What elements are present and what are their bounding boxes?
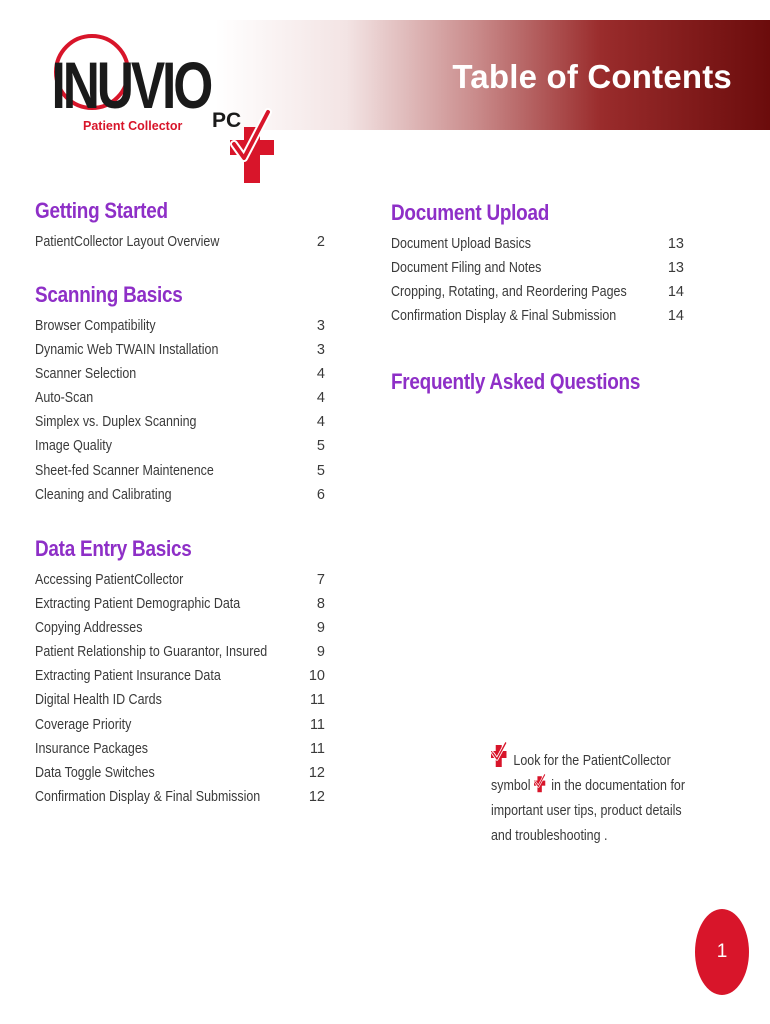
toc-entry-page: 13 <box>667 236 684 252</box>
toc-entry[interactable] <box>35 483 325 507</box>
tip-note-text: Look for the PatientCollector <box>513 753 671 769</box>
toc-entry[interactable] <box>35 459 325 483</box>
toc-entry-label: Simplex vs. Duplex Scanning <box>35 414 197 431</box>
toc-entry-page: 7 <box>316 572 325 588</box>
section-scanning-basics <box>35 282 325 507</box>
red-cross-checkmark-icon <box>534 774 548 793</box>
toc-entry[interactable] <box>35 592 325 616</box>
toc-entry[interactable] <box>35 314 325 338</box>
toc-entry[interactable] <box>35 761 325 785</box>
toc-entry-page: 4 <box>316 366 325 383</box>
toc-entry[interactable] <box>35 230 325 254</box>
toc-entry[interactable] <box>35 568 325 592</box>
section-faq <box>391 369 684 401</box>
toc-entry[interactable] <box>35 338 325 362</box>
toc-entry[interactable] <box>35 434 325 458</box>
toc-entry-label: Cleaning and Calibrating <box>35 486 172 503</box>
toc-entry-page: 12 <box>308 764 325 781</box>
toc-entry-page: 14 <box>667 284 684 301</box>
logo-graphic <box>50 20 280 185</box>
toc-entry-page: 11 <box>309 692 325 709</box>
toc-entry-page: 5 <box>316 438 325 455</box>
toc-entry-label: Copying Addresses <box>35 620 143 637</box>
toc-entry[interactable] <box>35 737 325 761</box>
page-number-badge <box>695 909 749 995</box>
toc-entry-page: 13 <box>667 260 684 277</box>
toc-entry[interactable] <box>35 616 325 640</box>
logo-tagline: Patient Collector <box>83 119 183 133</box>
tip-note-text: in the documentation for <box>551 778 685 794</box>
section-heading[interactable]: Frequently Asked Questions <box>391 369 641 394</box>
toc-entry-label: Browser Compatibility <box>35 318 156 334</box>
inuvio-logo <box>50 20 280 185</box>
section-data-entry-basics <box>35 536 325 809</box>
page-number: 1 <box>716 941 728 962</box>
toc-entry-label: Extracting Patient Demographic Data <box>35 596 241 613</box>
toc-entry[interactable] <box>35 362 325 386</box>
toc-entry-page: 2 <box>316 234 325 250</box>
tip-note-text: symbol <box>491 778 531 794</box>
toc-entry-page: 3 <box>316 318 325 334</box>
toc-entry-page: 8 <box>316 596 325 613</box>
toc-entry-label: Patient Relationship to Guarantor, Insured <box>35 644 268 661</box>
toc-entry-page: 11 <box>309 740 325 757</box>
tip-note-line-2 <box>491 774 685 799</box>
toc-entry-label: Accessing PatientCollector <box>35 572 184 588</box>
toc-entry-label: Digital Health ID Cards <box>35 692 162 709</box>
toc-entry-label: PatientCollector Layout Overview <box>35 234 220 250</box>
red-cross-checkmark-icon <box>491 742 510 768</box>
toc-entry-label: Document Filing and Notes <box>391 260 542 277</box>
section-getting-started <box>35 198 325 254</box>
toc-entry-label: Cropping, Rotating, and Reordering Pages <box>391 284 627 301</box>
toc-entry[interactable] <box>391 304 684 328</box>
toc-entry-page: 6 <box>316 486 325 503</box>
section-heading: Scanning Basics <box>35 282 183 307</box>
toc-entry[interactable] <box>35 713 325 737</box>
toc-entry-page: 3 <box>316 342 325 359</box>
toc-entry-label: Data Toggle Switches <box>35 764 155 781</box>
toc-entry[interactable] <box>35 640 325 664</box>
tip-note-line-3: important user tips, product details <box>491 803 682 819</box>
logo-brand-text: INUVIO <box>51 47 211 123</box>
toc-entry-label: Confirmation Display & Final Submission <box>35 788 261 805</box>
toc-entry[interactable] <box>35 386 325 410</box>
section-document-upload <box>391 200 684 328</box>
toc-entry-page: 12 <box>308 788 325 805</box>
toc-entry[interactable] <box>391 280 684 304</box>
toc-entry[interactable] <box>35 410 325 434</box>
toc-entry-label: Confirmation Display & Final Submission <box>391 308 617 325</box>
toc-entry-label: Image Quality <box>35 438 112 455</box>
toc-entry-page: 9 <box>316 620 325 637</box>
toc-entry[interactable] <box>391 256 684 280</box>
toc-entry-page: 4 <box>316 414 325 431</box>
tip-note <box>491 742 691 849</box>
toc-entry[interactable] <box>35 688 325 712</box>
section-heading: Getting Started <box>35 198 168 223</box>
toc-entry-label: Auto-Scan <box>35 390 94 407</box>
toc-entry-page: 14 <box>667 308 684 325</box>
toc-entry-label: Sheet-fed Scanner Maintenence <box>35 462 214 479</box>
toc-entry-page: 5 <box>316 462 325 479</box>
toc-entry-page: 9 <box>316 644 325 661</box>
toc-entry-label: Extracting Patient Insurance Data <box>35 668 221 685</box>
toc-entry-page: 11 <box>309 716 325 733</box>
toc-entry-label: Insurance Packages <box>35 740 148 757</box>
toc-entry-label: Document Upload Basics <box>391 236 532 252</box>
tip-note-line-1 <box>491 742 671 774</box>
toc-entry-page: 10 <box>308 668 325 685</box>
section-heading: Data Entry Basics <box>35 536 192 561</box>
toc-entry[interactable] <box>391 232 684 256</box>
logo-suffix-text: PC <box>212 109 242 132</box>
toc-entry-label: Dynamic Web TWAIN Installation <box>35 342 219 359</box>
section-heading: Document Upload <box>391 200 550 225</box>
toc-entry[interactable] <box>35 785 325 809</box>
toc-entry-page: 4 <box>316 390 325 407</box>
page-title: Table of Contents <box>452 58 732 95</box>
toc-entry[interactable] <box>35 664 325 688</box>
toc-entry-label: Scanner Selection <box>35 366 137 383</box>
toc-entry-label: Coverage Priority <box>35 716 132 733</box>
tip-note-line-4: and troubleshooting . <box>491 828 608 844</box>
